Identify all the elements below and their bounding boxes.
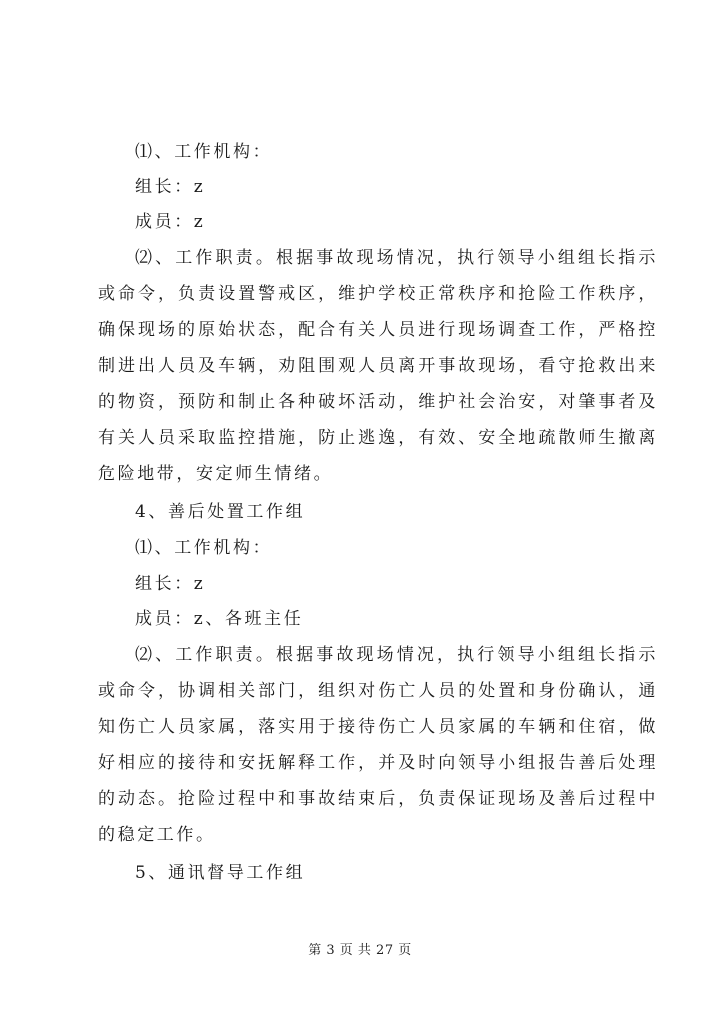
paragraph-line: ⑴、工作机构： xyxy=(135,142,273,162)
paragraph-line: 有关人员采取监控措施，防止逃逸，有效、安全地疏散师生撤离 xyxy=(98,428,658,448)
paragraph-line: 组长：z xyxy=(135,177,206,197)
paragraph-line: ⑵、工作职责。根据事故现场情况，执行领导小组组长指示 xyxy=(135,645,658,665)
paragraph-line: 好相应的接待和安抚解释工作，并及时向领导小组报告善后处理 xyxy=(98,753,658,773)
paragraph-line: 的动态。抢险过程中和事故结束后，负责保证现场及善后过程中 xyxy=(98,789,658,809)
section-heading: 5、通讯督导工作组 xyxy=(135,863,306,883)
paragraph-line: 或命令，协调相关部门，组织对伤亡人员的处置和身份确认，通 xyxy=(98,681,658,701)
paragraph-line: 确保现场的原始状态，配合有关人员进行现场调查工作，严格控 xyxy=(98,320,658,340)
paragraph-line: 或命令，负责设置警戒区，维护学校正常秩序和抢险工作秩序， xyxy=(98,284,658,304)
page-number-footer: 第 3 页 共 27 页 xyxy=(308,943,412,958)
paragraph-line: 的物资，预防和制止各种破坏活动，维护社会治安，对肇事者及 xyxy=(98,392,658,412)
paragraph-line: ⑴、工作机构： xyxy=(135,538,273,558)
paragraph-line: 制进出人员及车辆，劝阻围观人员离开事故现场，看守抢救出来 xyxy=(98,356,658,376)
paragraph-line: 知伤亡人员家属，落实用于接待伤亡人员家属的车辆和住宿，做 xyxy=(98,717,658,737)
paragraph-line: 组长：z xyxy=(135,574,206,594)
paragraph-line: 成员：z xyxy=(135,212,206,232)
paragraph-line: 危险地带，安定师生情绪。 xyxy=(98,464,334,484)
paragraph-line: 成员：z、各班主任 xyxy=(135,609,304,629)
paragraph-line: 的稳定工作。 xyxy=(98,825,216,845)
section-heading: 4、善后处置工作组 xyxy=(135,502,306,522)
paragraph-line: ⑵、工作职责。根据事故现场情况，执行领导小组组长指示 xyxy=(135,248,658,268)
